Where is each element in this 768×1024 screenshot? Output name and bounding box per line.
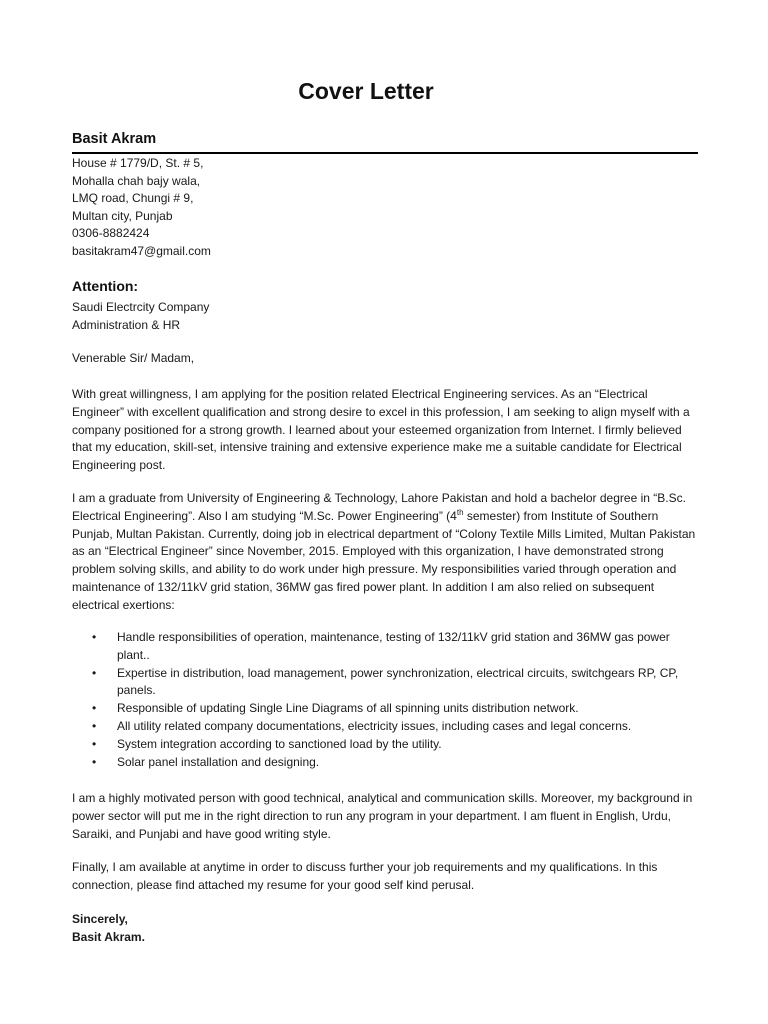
address-line: Multan city, Punjab	[72, 208, 173, 223]
bullet-icon: •	[92, 754, 97, 769]
list-item	[72, 736, 698, 754]
list-item	[72, 754, 698, 772]
paragraph-text: I am a graduate from University of Engineering & Technology, Lahore Pakistan and hold a bachelor degree in “B.Sc. Electrical Engineering”. Also I am studying “M.Sc. Power Engineering” (4	[72, 491, 686, 523]
list-item	[72, 665, 698, 701]
document-title: Cover Letter	[298, 78, 434, 104]
recipient-company: Saudi Electrcity Company	[72, 300, 210, 314]
list-item	[72, 629, 698, 665]
list-item	[72, 700, 698, 718]
list-item-text: System integration according to sanctioned load by the utility.	[117, 736, 442, 751]
list-item-text: Responsible of updating Single Line Diagrams of all spinning units distribution network.	[117, 701, 579, 716]
signature-name: Basit Akram.	[72, 929, 145, 944]
bullet-icon: •	[92, 718, 97, 733]
address-line: House # 1779/D, St. # 5,	[72, 156, 204, 170]
salutation: Venerable Sir/ Madam,	[72, 351, 195, 365]
paragraph-skills: I am a highly motivated person with good technical, analytical and communication skills. Moreover, my background in power sector will put me in the right direction to run any program in your department. I am fluent in English, Urdu, Saraiki, and Punjabi and have good writing style.	[72, 791, 693, 841]
attention-heading: Attention:	[72, 278, 139, 294]
phone-number: 0306-8882424	[72, 226, 150, 240]
header-divider	[72, 152, 698, 154]
closing-block	[72, 911, 698, 947]
bullet-icon: •	[92, 630, 97, 644]
list-item-text: Handle responsibilities of operation, maintenance, testing of 132/11kV grid station and 36MW gas power plant..	[117, 630, 670, 662]
list-item-text: Expertise in distribution, load management, power synchronization, electrical circuits, switchgears RP, CP, panels.	[117, 665, 679, 698]
list-item-text: Solar panel installation and designing.	[117, 754, 320, 769]
email-address: basitakram47@gmail.com	[72, 243, 211, 258]
attention-block	[72, 299, 698, 334]
sender-name: Basit Akram	[72, 131, 157, 147]
paragraph-text: semester) from Institute of Southern Punjab, Multan Pakistan. Currently, doing job in electrical department of “Colony Textile Mills Limited, Multan Pakistan as an “Electrical Engineer” since November, 2015. Employed with this organization, I have demonstrated strong problem solving skills, and ability to do work under high pressure. My responsibilities varied through operation and maintenance of 132/11kV grid station, 36MW gas fired power plant. In addition I am also relied on subsequent electrical exertions:	[72, 508, 696, 612]
address-line: LMQ road, Chungi # 9,	[72, 191, 194, 205]
bullet-icon: •	[92, 736, 97, 751]
superscript-ordinal: th	[456, 507, 464, 517]
paragraph-education-experience	[72, 490, 698, 615]
responsibilities-list	[72, 629, 698, 771]
bullet-icon: •	[92, 701, 97, 716]
list-item-text: All utility related company documentations, electricity issues, including cases and legal concerns.	[117, 718, 632, 733]
list-item	[72, 718, 698, 736]
address-line: Mohalla chah bajy wala,	[72, 173, 201, 188]
paragraph-intro: With great willingness, I am applying for the position related Electrical Engineering services. As an “Electrical Engineer” with excellent qualification and strong desire to excel in this profession, I am seeking to align myself with a company positioned for a strong growth. I learned about your esteemed organization from Internet. I firmly believed that my education, skill-set, intensive training and extensive experience make me a suitable candidate for Electrical Engineering post.	[72, 387, 690, 473]
paragraph-availability: Finally, I am available at anytime in order to discuss further your job requirements and my qualifications. In this connection, please find attached my resume for your good self kind perusal.	[72, 860, 658, 892]
sender-address	[72, 155, 698, 260]
bullet-icon: •	[92, 665, 97, 680]
recipient-department: Administration & HR	[72, 317, 181, 332]
closing-phrase: Sincerely,	[72, 912, 128, 926]
